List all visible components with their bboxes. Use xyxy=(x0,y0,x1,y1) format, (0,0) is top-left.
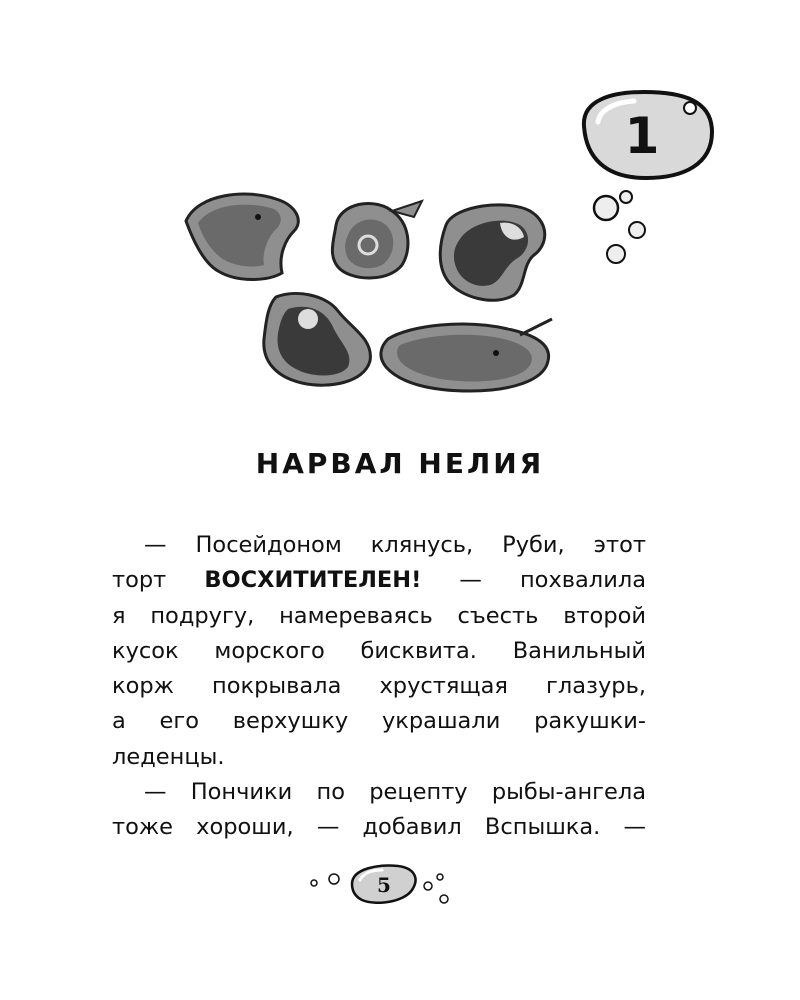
sea-stickers xyxy=(178,185,558,415)
text-line: торт ВОСХИТИТЕЛЕН! — похвалила xyxy=(112,567,646,594)
text-line: тоже хороши, — добавил Вспышка. — xyxy=(112,814,646,841)
mermaid-sticker-icon xyxy=(264,293,371,385)
page-number: 5 xyxy=(377,873,391,897)
narwhal-sticker-icon xyxy=(381,319,552,391)
chapter-title: НАРВАЛ НЕЛИЯ xyxy=(255,447,545,480)
seahorse-sticker-icon xyxy=(332,201,422,278)
text-line: кусок морского бисквита. Ванильный xyxy=(112,637,646,664)
text-line: — Пончики по рецепту рыбы-ангела xyxy=(144,779,646,806)
text-line: а его верхушку украшали ракушки- xyxy=(112,708,646,735)
chapter-number: 1 xyxy=(624,107,660,165)
emphasized-word: ВОСХИТИТЕЛЕН! xyxy=(204,567,422,594)
text-line: корж покрывала хрустящая глазурь, xyxy=(112,673,646,700)
chapter-text xyxy=(112,528,646,846)
bubble-icon xyxy=(588,186,658,276)
text-line: я подругу, намереваясь съесть второй xyxy=(112,602,646,629)
text-line: леденцы. xyxy=(112,743,225,770)
mermaid-unicorn-sticker-icon xyxy=(440,205,545,300)
text-line: — Посейдоном клянусь, Руби, этот xyxy=(144,532,646,558)
dolphin-sticker-icon xyxy=(186,194,298,279)
